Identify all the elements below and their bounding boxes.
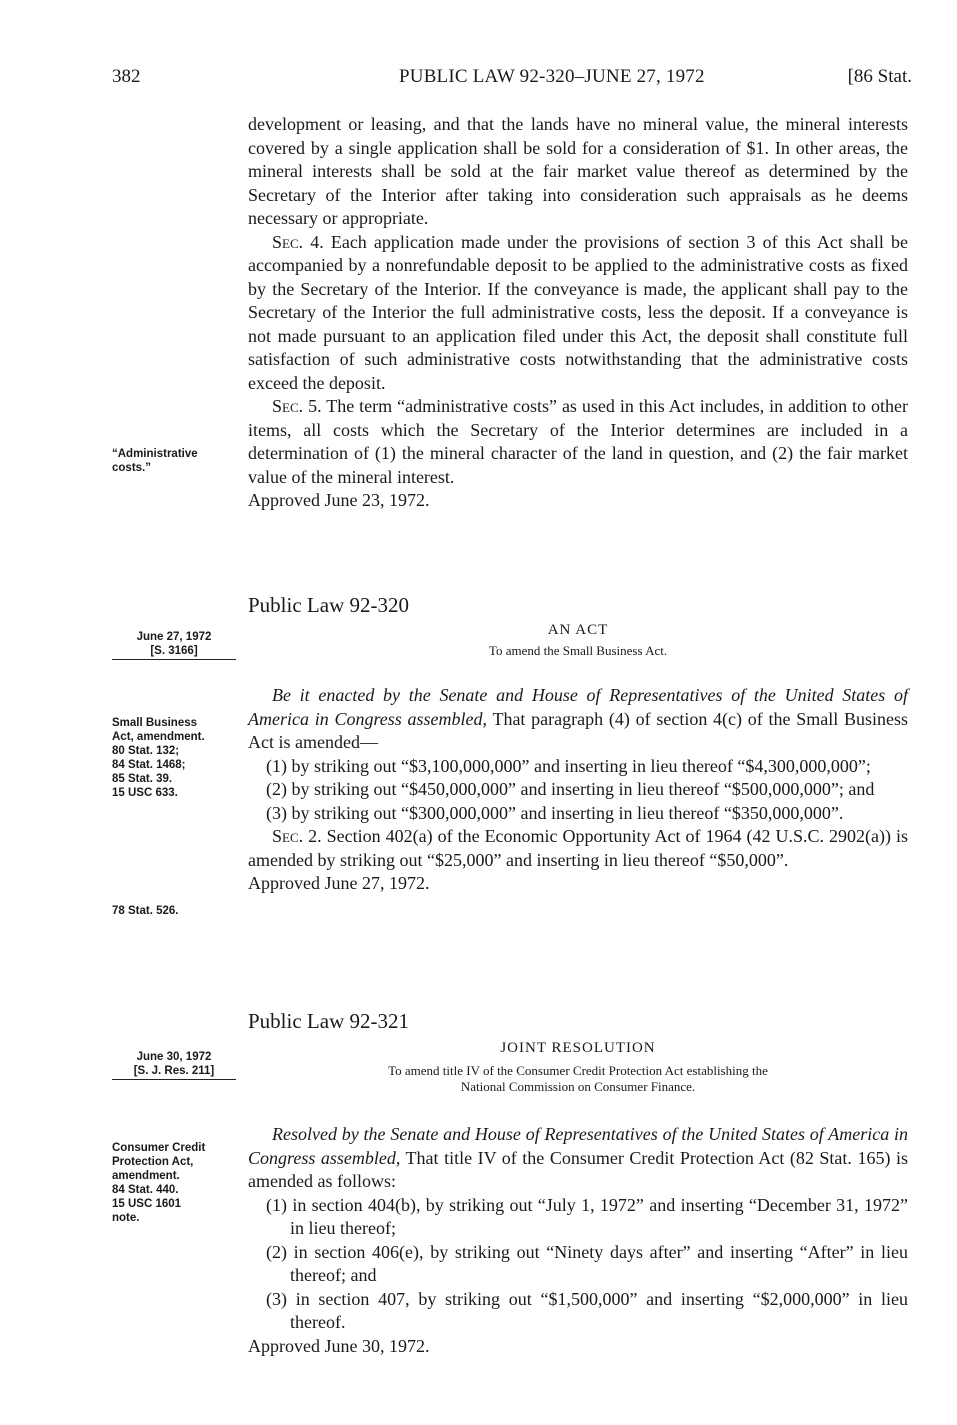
joint-resolution-label: JOINT RESOLUTION — [500, 1040, 656, 1056]
margin-rule — [112, 1079, 236, 1080]
approved-date-1: Approved June 23, 1972. — [248, 490, 430, 510]
margin-rule — [112, 659, 236, 660]
section-4-label: Sec. 4. — [272, 231, 324, 252]
section-5 — [248, 395, 908, 489]
section-5-label: Sec. 5. — [272, 396, 322, 416]
amendment-item-2: (2) by striking out “$450,000,000” and inserting in lieu thereof “$500,000,000”; and — [266, 779, 875, 799]
page-header — [112, 66, 912, 90]
section-2 — [248, 825, 908, 872]
amendment-item-3: (3) by striking out “$300,000,000” and inserting in lieu thereof “$350,000,000”. — [266, 802, 844, 823]
act-label: AN ACT — [547, 622, 609, 638]
enacting-clause-text: That paragraph (4) of section 4(c) of the Small Business Act is amended— — [248, 708, 908, 752]
enacting-clause — [248, 684, 908, 755]
section-2-label: Sec. 2. — [272, 826, 322, 846]
public-law-92-321-body — [248, 1123, 908, 1358]
approved-date-2: Approved June 27, 1972. — [248, 873, 430, 893]
margin-note-consumer-credit: Consumer Credit Protection Act, amendment. 84 Stat. 440. 15 USC 1601 note. — [112, 1142, 206, 1224]
joint-resolution-purpose-1: To amend title IV of the Consumer Credit Protection Act establishing the — [388, 1063, 768, 1078]
amendment-item-1: (1) by striking out “$3,100,000,000” and inserting in lieu thereof “$4,300,000,000”; — [266, 755, 871, 776]
section-2-text: Section 402(a) of the Economic Opportunity Act of 1964 (42 U.S.C. 2902(a)) is amended by striking out “$25,000” and inserting in lieu thereof “$50,000”. — [248, 826, 908, 870]
running-title: PUBLIC LAW 92-320–JUNE 27, 1972 — [399, 66, 705, 87]
resolving-clause-italic: Resolved by the Senate and House of Representatives of the United States of America in Congress assembled, — [248, 1124, 908, 1168]
volume-reference: [86 Stat. — [847, 66, 912, 87]
resolution-item-2: (2) in section 406(e), by striking out “Ninety days after” and inserting “After” in lieu thereof; and — [266, 1241, 908, 1285]
section-4 — [248, 231, 908, 396]
section-4-text: Each application made under the provisions of section 3 of this Act shall be accompanied by a nonrefundable deposit to be applied to the administrative costs as fixed by the Secretary of the Interior. If the conveyance is made, the applicant shall pay to the Secretary of the Interior the full administrative costs, less the deposit. If a conveyance is not made pursuant to an application filed under this Act, the deposit shall constitute full satisfaction of such administrative costs notwithstanding that the administrative costs exceed the deposit. — [248, 231, 909, 393]
act-purpose: To amend the Small Business Act. — [488, 643, 668, 658]
approved-date-3: Approved June 30, 1972. — [248, 1335, 430, 1356]
resolving-clause — [248, 1123, 908, 1194]
public-law-92-321-title: Public Law 92-321 — [248, 1009, 409, 1033]
section-3-4-5 — [248, 113, 908, 513]
margin-note-small-business: Small Business Act, amendment. 80 Stat. 132; 84 Stat. 1468; 85 Stat. 39. 15 USC 633. — [112, 717, 205, 799]
margin-date-92-320: June 27, 1972 [S. 3166] — [136, 631, 212, 657]
margin-note-78-stat: 78 Stat. 526. — [112, 905, 179, 917]
page-number: 382 — [112, 66, 141, 87]
resolution-item-3: (3) in section 407, by striking out “$1,500,000” and inserting “$2,000,000” in lieu thereof. — [266, 1288, 908, 1332]
enacting-clause-italic: Be it enacted by the Senate and House of Representatives of the United States of America in Congress assembled, — [248, 685, 908, 729]
public-law-92-320-body — [248, 684, 908, 896]
public-law-92-320-title: Public Law 92-320 — [248, 593, 409, 617]
resolution-item-1: (1) in section 404(b), by striking out “July 1, 1972” and inserting “December 31, 1972” in lieu thereof; — [266, 1194, 908, 1238]
margin-note-administrative-costs: “Administrative costs.” — [112, 448, 198, 474]
section-5-text: The term “administrative costs” as used in this Act includes, in addition to other items, all costs which the Secretary of the Interior determines are included in a determination of (1) the mineral character of the land in question, and (2) the fair market value of the mineral interest. — [248, 396, 908, 487]
joint-resolution-purpose-2: National Commission on Consumer Finance. — [460, 1079, 696, 1094]
section-3-continued: development or leasing, and that the lands have no mineral value, the mineral interests covered by a single application shall be sold for a consideration of $1. In other areas, the mineral interests shall be sold at the fair market value thereof as determined by the Secretary of the Interior after taking into consideration such appraisals as he deems necessary or appropriate. — [248, 114, 908, 228]
margin-date-92-321: June 30, 1972 [S. J. Res. 211] — [133, 1051, 215, 1077]
resolving-clause-text: That title IV of the Consumer Credit Protection Act (82 Stat. 165) is amended as follows: — [248, 1147, 908, 1191]
